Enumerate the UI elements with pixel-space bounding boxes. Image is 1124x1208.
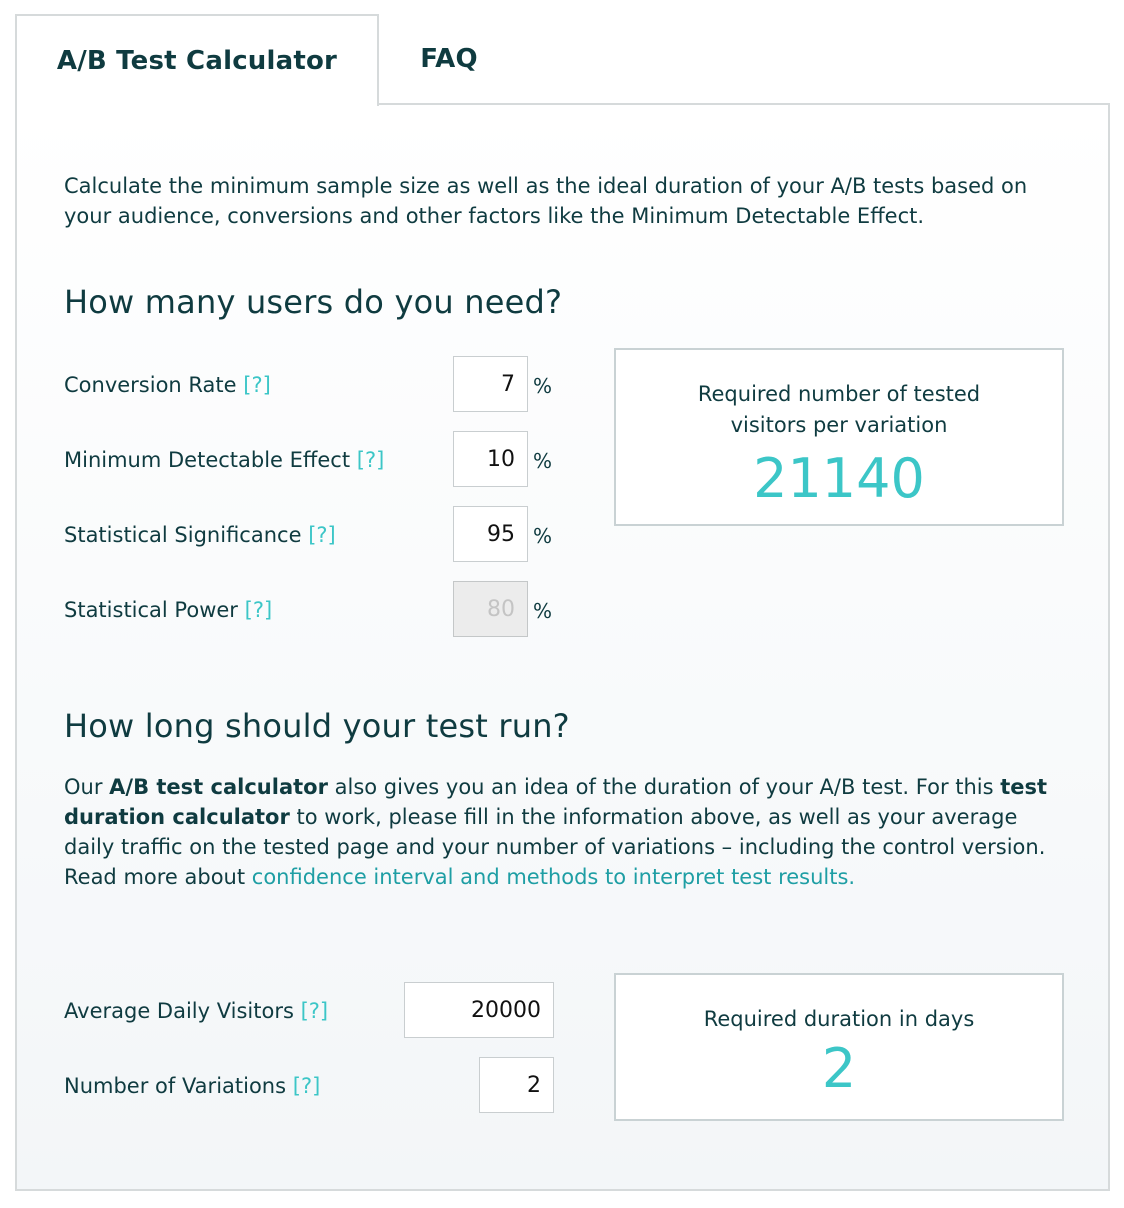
variations-input[interactable]	[479, 1057, 554, 1113]
conversion-rate-label	[64, 373, 271, 397]
duration-text-3: to work, please fill in the information above, as well as your average daily traffic on the tested page and your number of variations – including the control version. Read more about	[64, 805, 1046, 889]
conversion-rate-input[interactable]	[453, 356, 528, 412]
duration-result-value: 2	[821, 1037, 857, 1100]
duration-description	[64, 772, 1064, 892]
mde-label-text: Minimum Detectable Effect	[64, 448, 351, 472]
significance-label-text: Statistical Significance	[64, 523, 302, 547]
duration-text-1: Our	[64, 775, 110, 799]
users-section-heading: How many users do you need?	[64, 283, 563, 321]
mde-help-icon[interactable]: [?]	[356, 448, 385, 472]
daily-visitors-help-icon[interactable]: [?]	[300, 999, 329, 1023]
conversion-rate-label-text: Conversion Rate	[64, 373, 237, 397]
daily-visitors-label	[64, 999, 328, 1023]
daily-visitors-input[interactable]	[404, 982, 554, 1038]
tab-ab-test-calculator[interactable]: A/B Test Calculator	[15, 14, 379, 106]
conversion-rate-unit: %	[533, 374, 553, 398]
sample-size-result-label-line2: visitors per variation	[730, 413, 948, 437]
power-help-icon[interactable]: [?]	[244, 598, 273, 622]
calculator-panel	[15, 103, 1110, 1191]
mde-label	[64, 448, 384, 472]
mde-unit: %	[533, 449, 553, 473]
duration-result-box	[614, 973, 1064, 1121]
sample-size-result-label-line1: Required number of tested	[697, 382, 981, 406]
variations-label-text: Number of Variations	[64, 1074, 287, 1098]
significance-unit: %	[533, 524, 553, 548]
significance-label	[64, 523, 336, 547]
confidence-interval-link[interactable]: confidence interval and methods to interpret test results.	[251, 865, 856, 889]
variations-help-icon[interactable]: [?]	[292, 1074, 321, 1098]
duration-text-2: also gives you an idea of the duration of your A/B test. For this	[327, 775, 1001, 799]
duration-bold-2: test duration calculator	[64, 775, 1048, 829]
significance-input[interactable]	[453, 506, 528, 562]
variations-label	[64, 1074, 320, 1098]
daily-visitors-label-text: Average Daily Visitors	[64, 999, 294, 1023]
intro-text: Calculate the minimum sample size as well as the ideal duration of your A/B tests based on your audience, conversions and other factors like the Minimum Detectable Effect.	[64, 174, 1028, 228]
power-label	[64, 598, 272, 622]
mde-input[interactable]	[453, 431, 528, 487]
sample-size-result-value: 21140	[753, 447, 925, 510]
sample-size-result-box	[614, 348, 1064, 526]
power-unit: %	[533, 599, 553, 623]
duration-bold-1: A/B test calculator	[109, 775, 328, 799]
tab-faq[interactable]: FAQ	[420, 44, 478, 74]
power-input	[453, 581, 528, 637]
tab-bar	[0, 0, 1124, 104]
duration-result-label: Required duration in days	[703, 1007, 975, 1031]
significance-help-icon[interactable]: [?]	[308, 523, 336, 547]
power-label-text: Statistical Power	[64, 598, 238, 622]
duration-section-heading: How long should your test run?	[64, 707, 570, 745]
conversion-rate-help-icon[interactable]: [?]	[243, 373, 271, 397]
